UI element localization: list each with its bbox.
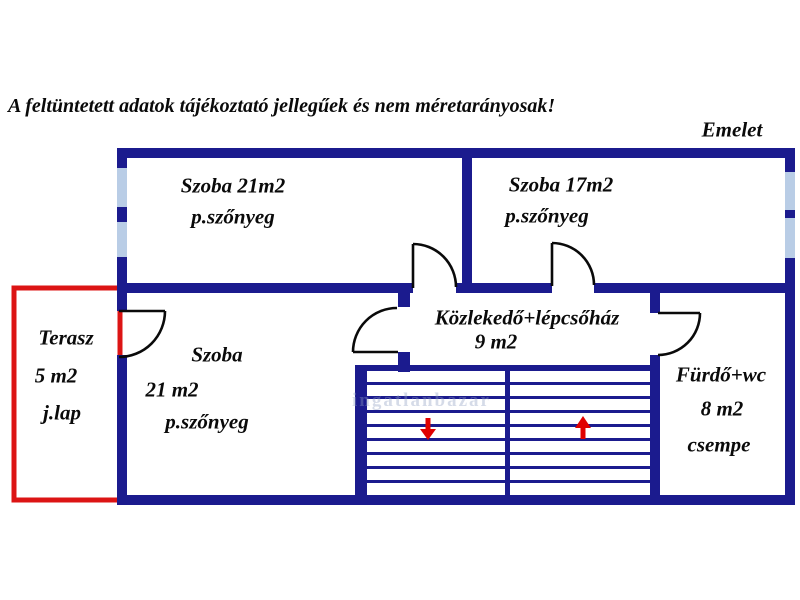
watermark-text: ingatlanbazar bbox=[352, 390, 491, 411]
window-left-lower bbox=[117, 222, 127, 257]
wall-top bbox=[117, 148, 795, 158]
door-arc-terrace bbox=[119, 311, 165, 357]
room-szoba-bottom-area: 21 m2 bbox=[145, 377, 199, 402]
room-hallway-name: Közlekedő+lépcsőház bbox=[434, 305, 620, 330]
door-arc-bathroom bbox=[658, 313, 700, 355]
window-right-mullion bbox=[785, 210, 795, 218]
floor-level-label: Emelet bbox=[701, 117, 763, 142]
room-szoba-top-right-name: Szoba 17m2 bbox=[508, 172, 614, 197]
room-hallway-area: 9 m2 bbox=[474, 329, 518, 354]
room-szoba-bottom-name: Szoba bbox=[191, 342, 243, 367]
stairs-down-arrow-icon bbox=[420, 418, 436, 440]
terrace-area: 5 m2 bbox=[34, 363, 78, 388]
door-arc-szoba-top-left bbox=[413, 244, 456, 288]
wall-top-rooms-divider bbox=[462, 148, 472, 293]
room-bathroom-name: Fürdő+wc bbox=[675, 362, 767, 387]
wall-bottom bbox=[117, 495, 795, 505]
wall-bathroom-lower bbox=[650, 355, 660, 500]
window-left-upper bbox=[117, 168, 127, 207]
window-left-mullion bbox=[117, 207, 127, 222]
room-szoba-top-right-floor: p.szőnyeg bbox=[505, 203, 589, 228]
wall-right bbox=[785, 148, 795, 172]
terrace-floor: j.lap bbox=[43, 400, 81, 425]
terrace-outline bbox=[14, 288, 120, 500]
window-right-upper bbox=[785, 172, 795, 210]
room-szoba-top-left-floor: p.szőnyeg bbox=[191, 204, 275, 229]
room-bathroom-area: 8 m2 bbox=[700, 396, 744, 421]
wall-left-lower bbox=[117, 355, 127, 500]
wall-hall-left-upper bbox=[398, 283, 410, 307]
terrace-name: Terasz bbox=[38, 325, 94, 350]
stairs-top-edge bbox=[355, 365, 650, 371]
wall-right-lower bbox=[785, 258, 795, 504]
door-arc-szoba-bottom-hall bbox=[353, 308, 398, 352]
wall-left bbox=[117, 148, 127, 168]
room-szoba-top-left-name: Szoba 21m2 bbox=[180, 173, 286, 198]
door-arc-szoba-top-right bbox=[552, 243, 594, 286]
stairs-up-arrow-icon bbox=[575, 416, 591, 439]
notice-text: A feltüntetett adatok tájékoztató jellegűek és nem méretarányosak! bbox=[8, 95, 556, 117]
window-right-lower bbox=[785, 218, 795, 258]
wall-mid-right-segment bbox=[594, 283, 795, 293]
room-bathroom-floor: csempe bbox=[687, 432, 751, 457]
stairs-left-wall bbox=[355, 365, 367, 499]
room-szoba-bottom-floor: p.szőnyeg bbox=[165, 409, 249, 434]
wall-bathroom-upper bbox=[650, 283, 660, 313]
wall-mid-left-segment bbox=[117, 283, 413, 293]
